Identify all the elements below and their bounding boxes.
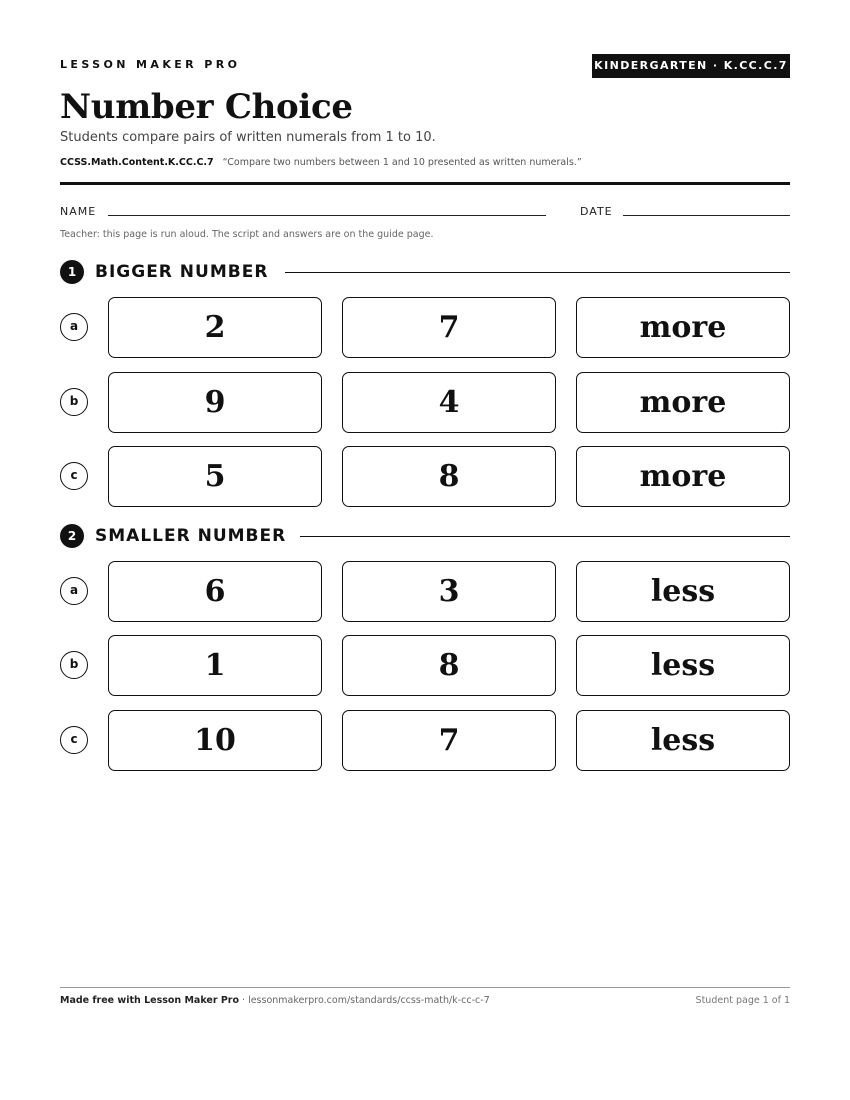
date-label: DATE — [580, 205, 613, 218]
word-card: less — [576, 635, 790, 696]
row-letter-badge: a — [60, 577, 88, 605]
page-title: Number Choice — [60, 87, 353, 127]
section-rule — [285, 272, 790, 273]
section-smaller-number — [60, 524, 790, 548]
row-letter-badge: b — [60, 388, 88, 416]
number-card[interactable]: 3 — [342, 561, 556, 622]
name-field-line[interactable] — [108, 215, 546, 216]
date-field-line[interactable] — [623, 215, 790, 216]
word-card: more — [576, 297, 790, 358]
footer-url[interactable]: · lessonmakerpro.com/standards/ccss-math/k-cc-c-7 — [239, 995, 490, 1006]
brand-name: LESSON MAKER PRO — [60, 58, 241, 71]
grade-badge: KINDERGARTEN · K.CC.C.7 — [592, 54, 790, 78]
number-card[interactable]: 8 — [342, 635, 556, 696]
standard-code: CCSS.Math.Content.K.CC.C.7 — [60, 157, 214, 168]
teacher-note: Teacher: this page is run aloud. The script and answers are on the guide page. — [60, 229, 434, 240]
word-card: less — [576, 710, 790, 771]
section-bigger-number — [60, 260, 790, 284]
word-card: more — [576, 446, 790, 507]
number-card[interactable]: 2 — [108, 297, 322, 358]
number-card[interactable]: 4 — [342, 372, 556, 433]
footer-made-with: Made free with Lesson Maker Pro — [60, 995, 240, 1006]
footer-credit — [60, 995, 490, 1006]
section-number-badge: 2 — [60, 524, 84, 548]
header-divider — [60, 182, 790, 185]
number-card[interactable]: 8 — [342, 446, 556, 507]
section-title: BIGGER NUMBER — [95, 262, 269, 282]
number-card[interactable]: 10 — [108, 710, 322, 771]
number-card[interactable]: 7 — [342, 710, 556, 771]
number-card[interactable]: 5 — [108, 446, 322, 507]
number-card[interactable]: 7 — [342, 297, 556, 358]
footer-page-number: Student page 1 of 1 — [695, 995, 790, 1006]
row-letter-badge: c — [60, 462, 88, 490]
number-card[interactable]: 1 — [108, 635, 322, 696]
standard-line — [60, 157, 582, 168]
row-letter-badge: b — [60, 651, 88, 679]
footer-divider — [60, 987, 790, 988]
word-card: more — [576, 372, 790, 433]
row-letter-badge: c — [60, 726, 88, 754]
section-number-badge: 1 — [60, 260, 84, 284]
number-card[interactable]: 6 — [108, 561, 322, 622]
section-title: SMALLER NUMBER — [95, 526, 287, 546]
word-card: less — [576, 561, 790, 622]
name-label: NAME — [60, 205, 97, 218]
page-subtitle: Students compare pairs of written numerals from 1 to 10. — [60, 130, 436, 145]
number-card[interactable]: 9 — [108, 372, 322, 433]
section-rule — [300, 536, 790, 537]
standard-text: “Compare two numbers between 1 and 10 presented as written numerals.” — [222, 157, 582, 168]
row-letter-badge: a — [60, 313, 88, 341]
